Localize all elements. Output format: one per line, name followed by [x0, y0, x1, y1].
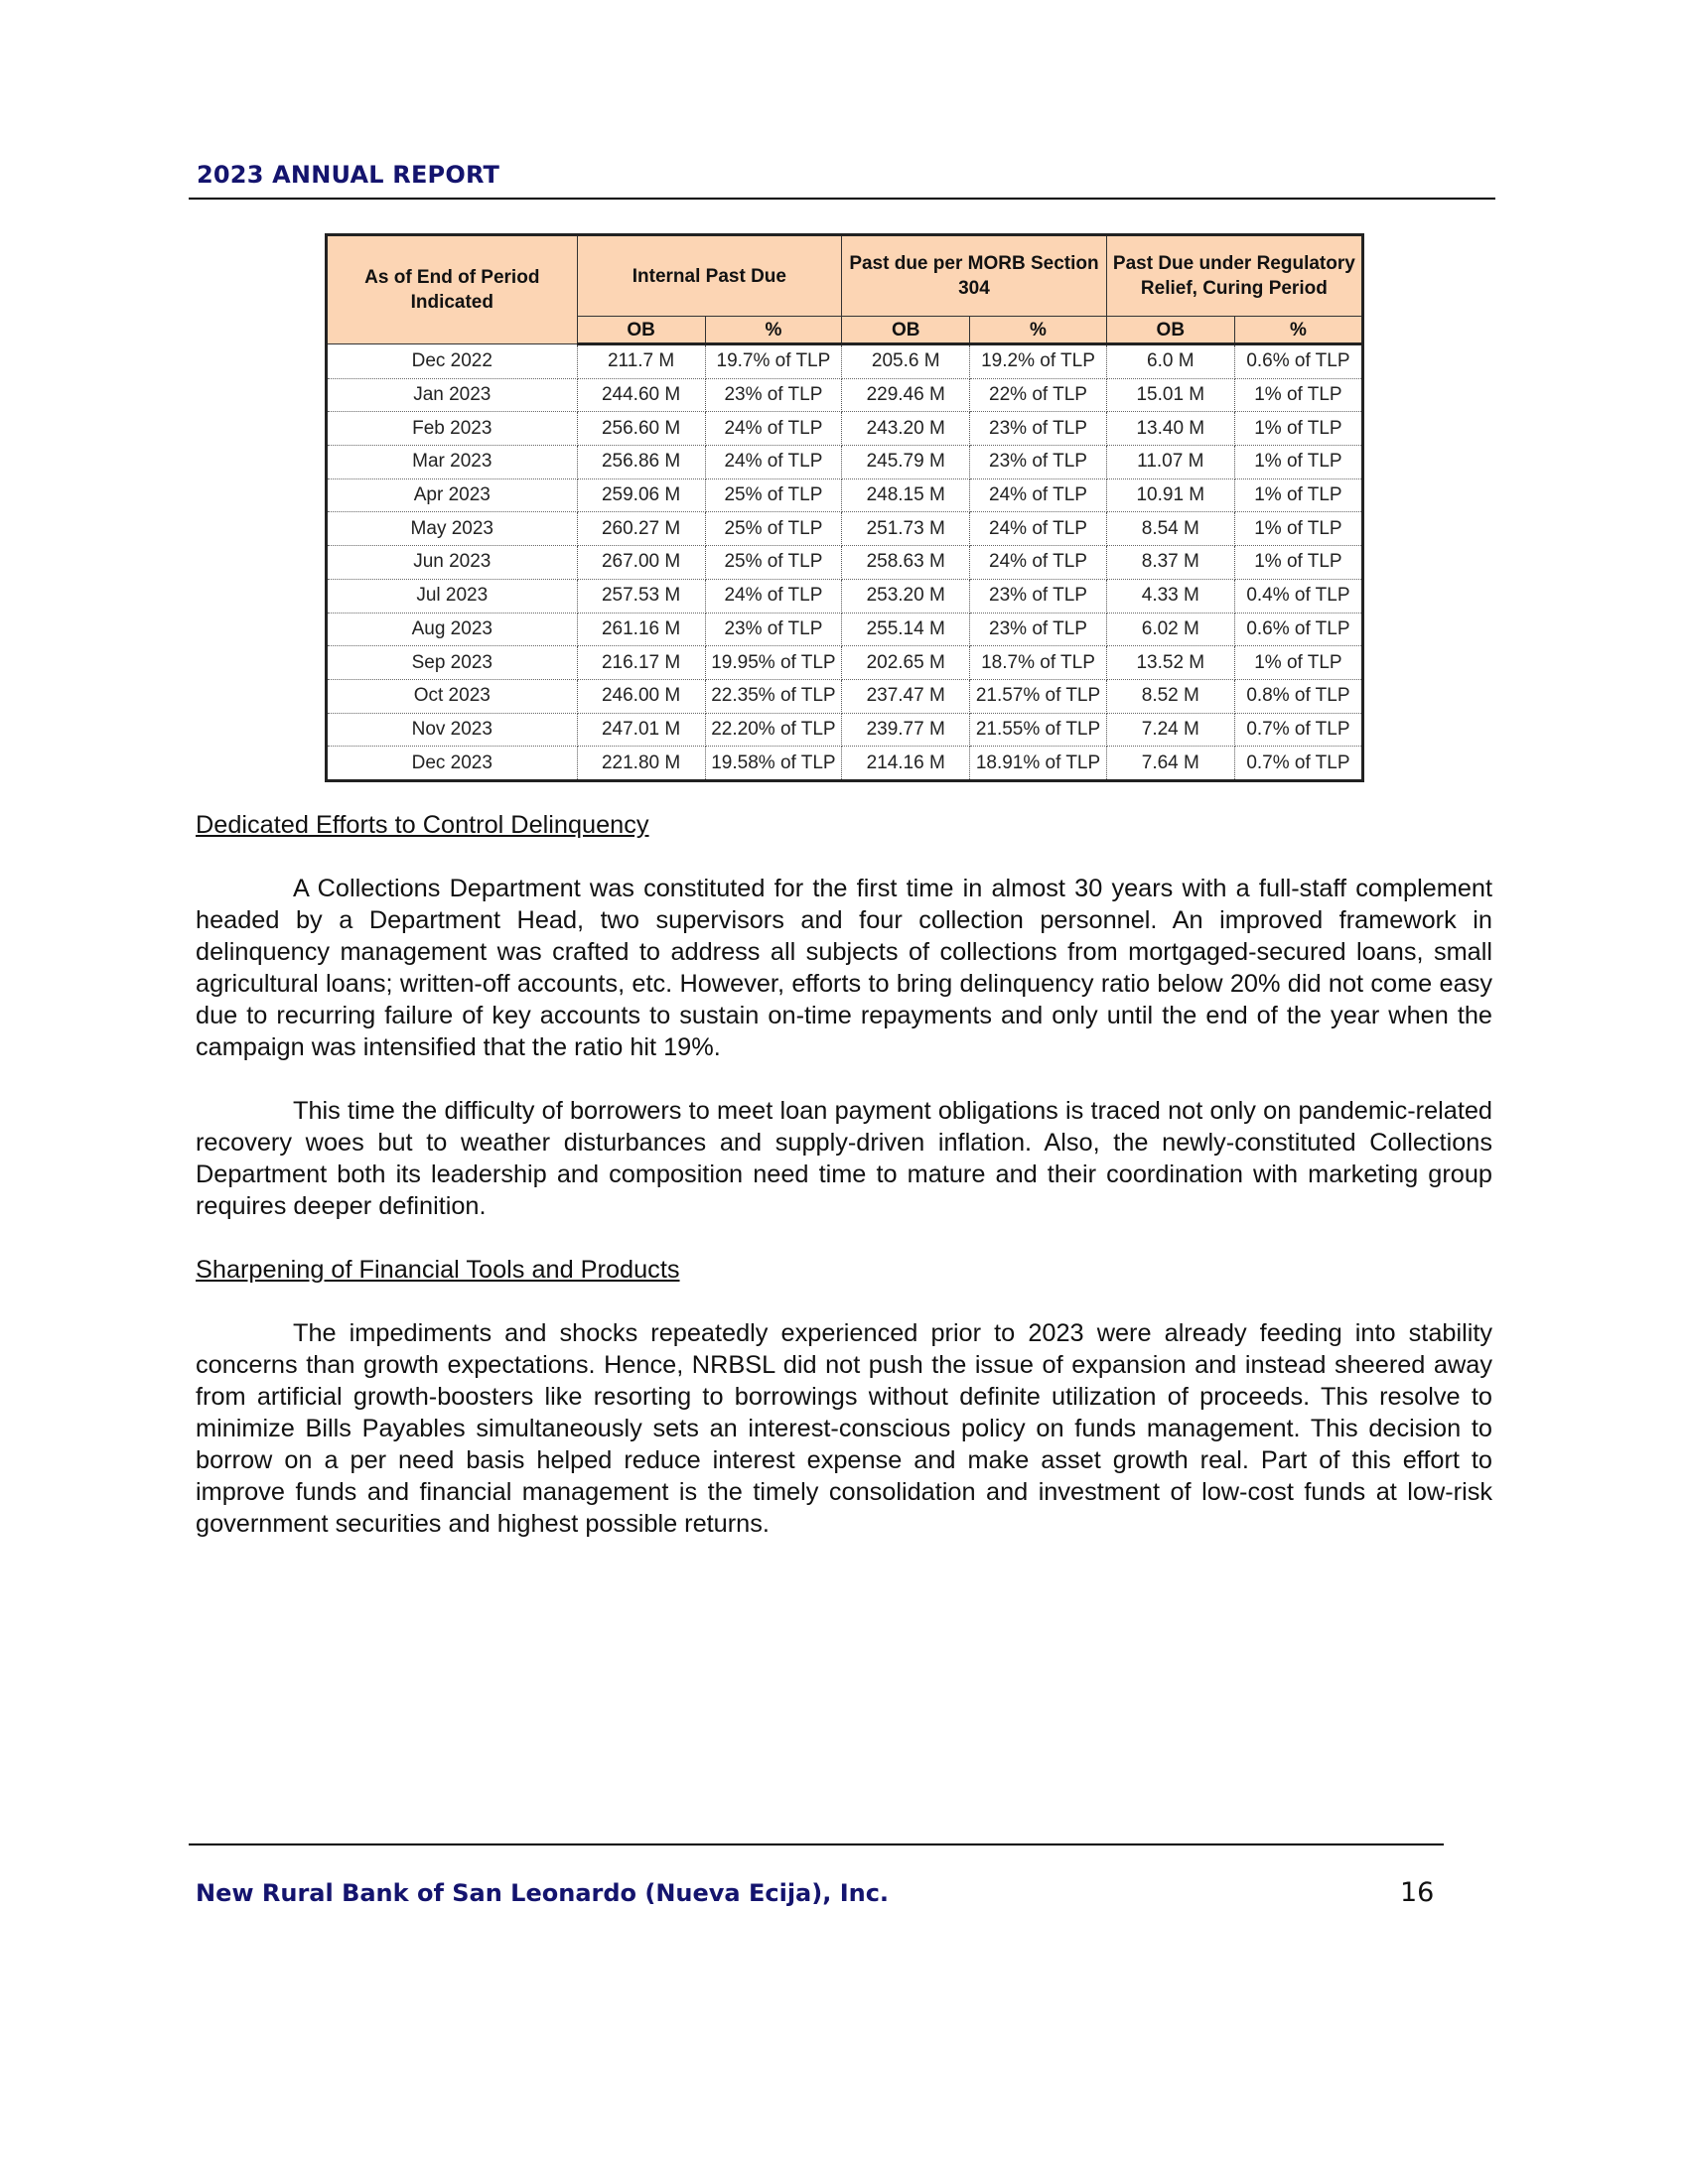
cell-morb-ob: 251.73 M — [842, 512, 970, 546]
cell-relief-ob: 11.07 M — [1106, 446, 1234, 479]
cell-internal-ob: 244.60 M — [577, 378, 705, 412]
cell-period: Dec 2022 — [327, 344, 578, 379]
paragraph: A Collections Department was constituted for the first time in almost 30 years with a full-staff complement headed by a Department Head, two supervisors and four collection personnel. An improved framework in delinquency management was crafted to address all subjects of collections from mortgaged-secured loans, small agricultural loans; written-off accounts, etc. However, efforts to bring delinquency ratio below 20% did not come easy due to recurring failure of key accounts to sustain on-time repayments and only until the end of the year when the campaign was intensified that the ratio hit 19%. — [196, 875, 1492, 1061]
cell-relief-pct: 1% of TLP — [1234, 646, 1362, 680]
section-heading: Sharpening of Financial Tools and Products — [196, 1256, 680, 1284]
cell-relief-pct: 0.6% of TLP — [1234, 344, 1362, 379]
cell-internal-ob: 256.60 M — [577, 412, 705, 446]
cell-morb-ob: 243.20 M — [842, 412, 970, 446]
cell-relief-ob: 10.91 M — [1106, 478, 1234, 512]
table-row — [327, 713, 1363, 747]
cell-internal-ob: 211.7 M — [577, 344, 705, 379]
report-title: 2023 ANNUAL REPORT — [197, 161, 500, 189]
cell-internal-ob: 259.06 M — [577, 478, 705, 512]
cell-internal-pct: 19.58% of TLP — [705, 747, 842, 781]
footer-divider — [189, 1843, 1444, 1845]
table-row — [327, 512, 1363, 546]
table-row — [327, 446, 1363, 479]
table-body — [327, 344, 1363, 781]
col-header-pct: % — [1234, 317, 1362, 344]
cell-morb-ob: 255.14 M — [842, 613, 970, 646]
cell-internal-pct: 25% of TLP — [705, 478, 842, 512]
cell-relief-pct: 1% of TLP — [1234, 378, 1362, 412]
cell-period: Jul 2023 — [327, 579, 578, 613]
cell-morb-ob: 239.77 M — [842, 713, 970, 747]
cell-morb-pct: 23% of TLP — [970, 446, 1107, 479]
cell-morb-pct: 24% of TLP — [970, 546, 1107, 580]
cell-internal-ob: 261.16 M — [577, 613, 705, 646]
cell-period: Feb 2023 — [327, 412, 578, 446]
cell-internal-ob: 246.00 M — [577, 679, 705, 713]
table-row — [327, 478, 1363, 512]
cell-relief-ob: 6.02 M — [1106, 613, 1234, 646]
cell-internal-ob: 256.86 M — [577, 446, 705, 479]
cell-morb-ob: 253.20 M — [842, 579, 970, 613]
cell-period: Aug 2023 — [327, 613, 578, 646]
table-row — [327, 747, 1363, 781]
cell-relief-ob: 6.0 M — [1106, 344, 1234, 379]
cell-internal-ob: 221.80 M — [577, 747, 705, 781]
cell-internal-pct: 25% of TLP — [705, 512, 842, 546]
col-group-morb-past-due: Past due per MORB Section 304 — [842, 235, 1107, 317]
cell-internal-ob: 257.53 M — [577, 579, 705, 613]
cell-morb-pct: 23% of TLP — [970, 579, 1107, 613]
cell-morb-ob: 229.46 M — [842, 378, 970, 412]
cell-morb-pct: 23% of TLP — [970, 613, 1107, 646]
cell-relief-ob: 7.64 M — [1106, 747, 1234, 781]
col-header-ob: OB — [842, 317, 970, 344]
cell-period: Dec 2023 — [327, 747, 578, 781]
cell-internal-pct: 19.95% of TLP — [705, 646, 842, 680]
col-header-pct: % — [970, 317, 1107, 344]
cell-relief-pct: 1% of TLP — [1234, 446, 1362, 479]
cell-period: May 2023 — [327, 512, 578, 546]
cell-morb-ob: 258.63 M — [842, 546, 970, 580]
table-row — [327, 546, 1363, 580]
table-row — [327, 579, 1363, 613]
cell-relief-ob: 13.40 M — [1106, 412, 1234, 446]
cell-period: Nov 2023 — [327, 713, 578, 747]
cell-morb-ob: 245.79 M — [842, 446, 970, 479]
col-header-period: As of End of Period Indicated — [327, 235, 578, 344]
cell-morb-ob: 248.15 M — [842, 478, 970, 512]
col-group-regulatory-relief: Past Due under Regulatory Relief, Curing Period — [1106, 235, 1362, 317]
cell-period: Jun 2023 — [327, 546, 578, 580]
cell-morb-pct: 21.57% of TLP — [970, 679, 1107, 713]
cell-period: Mar 2023 — [327, 446, 578, 479]
cell-morb-pct: 18.91% of TLP — [970, 747, 1107, 781]
past-due-table — [325, 233, 1364, 782]
page-number: 16 — [1400, 1877, 1435, 1908]
cell-relief-pct: 1% of TLP — [1234, 412, 1362, 446]
table-row — [327, 613, 1363, 646]
cell-relief-ob: 15.01 M — [1106, 378, 1234, 412]
cell-morb-pct: 19.2% of TLP — [970, 344, 1107, 379]
paragraph: The impediments and shocks repeatedly experienced prior to 2023 were already feeding into stability concerns than growth expectations. Hence, NRBSL did not push the issue of expansion and instead sheered away from artificial growth-boosters like resorting to borrowings without definite utilization of proceeds. This resolve to minimize Bills Payables simultaneously sets an interest-conscious policy on funds management. This decision to borrow on a per need basis helped reduce interest expense and make asset growth real. Part of this effort to improve funds and financial management is the timely consolidation and investment of low-cost funds at low-risk government securities and highest possible returns. — [196, 1319, 1492, 1538]
cell-internal-pct: 22.20% of TLP — [705, 713, 842, 747]
cell-period: Jan 2023 — [327, 378, 578, 412]
col-header-pct: % — [705, 317, 842, 344]
table-row — [327, 679, 1363, 713]
cell-internal-pct: 24% of TLP — [705, 446, 842, 479]
cell-internal-pct: 24% of TLP — [705, 579, 842, 613]
footer-bank-name: New Rural Bank of San Leonardo (Nueva Ecija), Inc. — [196, 1879, 890, 1907]
cell-morb-ob: 205.6 M — [842, 344, 970, 379]
col-header-ob: OB — [1106, 317, 1234, 344]
cell-morb-pct: 22% of TLP — [970, 378, 1107, 412]
cell-relief-ob: 13.52 M — [1106, 646, 1234, 680]
cell-period: Sep 2023 — [327, 646, 578, 680]
cell-internal-ob: 216.17 M — [577, 646, 705, 680]
table-row — [327, 646, 1363, 680]
cell-internal-ob: 247.01 M — [577, 713, 705, 747]
cell-relief-ob: 8.54 M — [1106, 512, 1234, 546]
cell-relief-pct: 1% of TLP — [1234, 478, 1362, 512]
cell-morb-pct: 23% of TLP — [970, 412, 1107, 446]
cell-relief-ob: 8.52 M — [1106, 679, 1234, 713]
cell-morb-pct: 24% of TLP — [970, 478, 1107, 512]
col-group-internal-past-due: Internal Past Due — [577, 235, 842, 317]
cell-internal-pct: 25% of TLP — [705, 546, 842, 580]
table-row — [327, 412, 1363, 446]
cell-morb-pct: 21.55% of TLP — [970, 713, 1107, 747]
cell-relief-pct: 0.6% of TLP — [1234, 613, 1362, 646]
cell-relief-pct: 0.7% of TLP — [1234, 713, 1362, 747]
cell-morb-pct: 18.7% of TLP — [970, 646, 1107, 680]
cell-period: Apr 2023 — [327, 478, 578, 512]
cell-morb-ob: 237.47 M — [842, 679, 970, 713]
section-heading: Dedicated Efforts to Control Delinquency — [196, 811, 649, 839]
section-delinquency — [196, 809, 1492, 1540]
cell-relief-pct: 1% of TLP — [1234, 512, 1362, 546]
cell-relief-ob: 8.37 M — [1106, 546, 1234, 580]
header-divider — [189, 198, 1495, 200]
cell-morb-ob: 202.65 M — [842, 646, 970, 680]
cell-relief-pct: 0.4% of TLP — [1234, 579, 1362, 613]
cell-internal-ob: 267.00 M — [577, 546, 705, 580]
cell-morb-ob: 214.16 M — [842, 747, 970, 781]
cell-internal-ob: 260.27 M — [577, 512, 705, 546]
cell-relief-pct: 0.8% of TLP — [1234, 679, 1362, 713]
cell-internal-pct: 23% of TLP — [705, 378, 842, 412]
cell-morb-pct: 24% of TLP — [970, 512, 1107, 546]
cell-relief-pct: 1% of TLP — [1234, 546, 1362, 580]
col-header-ob: OB — [577, 317, 705, 344]
paragraph: This time the difficulty of borrowers to meet loan payment obligations is traced not only on pandemic-related recovery woes but to weather disturbances and supply-driven inflation. Also, the newly-constituted Collections Department both its leadership and composition need time to mature and their coordination with marketing group requires deeper definition. — [196, 1097, 1492, 1220]
cell-internal-pct: 24% of TLP — [705, 412, 842, 446]
cell-relief-ob: 7.24 M — [1106, 713, 1234, 747]
cell-period: Oct 2023 — [327, 679, 578, 713]
cell-relief-ob: 4.33 M — [1106, 579, 1234, 613]
cell-relief-pct: 0.7% of TLP — [1234, 747, 1362, 781]
cell-internal-pct: 23% of TLP — [705, 613, 842, 646]
table-row — [327, 378, 1363, 412]
cell-internal-pct: 19.7% of TLP — [705, 344, 842, 379]
cell-internal-pct: 22.35% of TLP — [705, 679, 842, 713]
table-row — [327, 344, 1363, 379]
